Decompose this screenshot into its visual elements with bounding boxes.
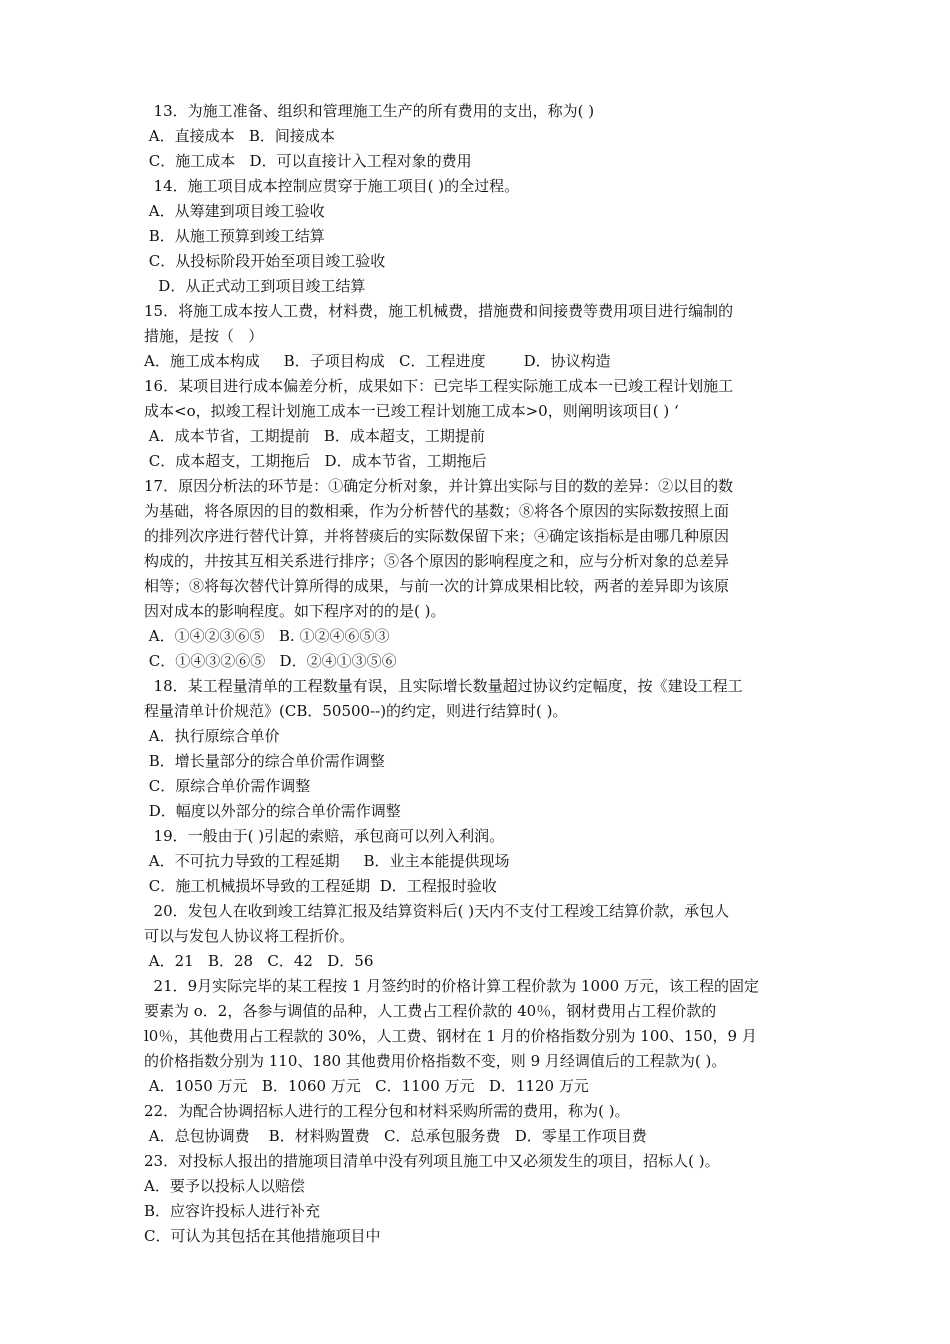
text-line: 因对成本的影响程度。如下程序对的的是( )。 <box>144 602 446 620</box>
text-line: 15．将施工成本按人工费，材料费，施工机械费，措施费和间接费等费用项目进行编制的 <box>144 302 734 320</box>
text-line: 21．9月实际完毕的某工程按 1 月签约时的价格计算工程价款为 1000 万元，该工程的固定 <box>144 977 759 995</box>
text-line: 22．为配合协调招标人进行的工程分包和材料采购所需的费用，称为( )。 <box>144 1102 630 1120</box>
text-line: 要素为 o．2，各参与调值的品种，人工费占工程价款的 40％，钢材费用占工程价款的 <box>144 1002 717 1020</box>
text-line: A．要予以投标人以赔偿 <box>144 1177 305 1195</box>
text-line: 的排列次序进行替代计算，并将替痰后的实际数保留下来；④确定该指标是由哪几种原因 <box>144 527 730 545</box>
text-line: 程量清单计价规范》(CB．50500--)的约定，则进行结算时( )。 <box>144 702 568 720</box>
text-line: C．从投标阶段开始至项目竣工验收 <box>144 252 386 270</box>
text-line: 17．原因分析法的环节是：①确定分析对象，并计算出实际与目的数的差异：②以目的数 <box>144 477 734 495</box>
text-line: C．①④③②⑥⑤ D．②④①③⑤⑥ <box>144 652 397 670</box>
text-line: C．成本超支，工期拖后 D．成本节省，工期拖后 <box>144 452 487 470</box>
text-line: l0％，其他费用占工程款的 30%，人工费、钢材在 1 月的价格指数分别为 100、150，9 月 <box>144 1027 757 1045</box>
text-line: B．增长量部分的综合单价需作调整 <box>144 752 385 770</box>
text-line: D．幅度以外部分的综合单价需作调整 <box>144 802 401 820</box>
text-line: B．应容许投标人进行补充 <box>144 1202 321 1220</box>
text-line: A．施工成本构成 B．子项目构成 C．工程进度 D．协议构造 <box>144 352 611 370</box>
text-line: C．可认为其包括在其他措施项目中 <box>144 1227 381 1245</box>
text-line: 构成的，井按其互相关系进行排序；⑤各个原因的影响程度之和，应与分析对象的总差异 <box>144 552 730 570</box>
text-line: 可以与发包人协议将工程折价。 <box>144 927 355 945</box>
text-line: A．成本节省，工期提前 B．成本超支，工期提前 <box>144 427 485 445</box>
text-line: 相等；⑧将每次替代计算所得的成果，与前一次的计算成果相比较，两者的差异即为该原 <box>144 577 730 595</box>
text-line: A．直接成本 B．间接成本 <box>144 127 335 145</box>
text-line: C．施工成本 D．可以直接计入工程对象的费用 <box>144 152 472 170</box>
text-line: A．1050 万元 B．1060 万元 C．1100 万元 D．1120 万元 <box>144 1077 589 1095</box>
text-line: A．执行原综合单价 <box>144 727 280 745</box>
text-line: A．总包协调费 B．材料购置费 C．总承包服务费 D．零星工作项目费 <box>144 1127 647 1145</box>
text-line: C．施工机械损坏导致的工程延期 D．工程报时验收 <box>144 877 497 895</box>
text-line: A．从筹建到项目竣工验收 <box>144 202 325 220</box>
text-line: C．原综合单价需作调整 <box>144 777 311 795</box>
text-line: 18．某工程量清单的工程数量有误，且实际增长数量超过协议约定幅度，按《建设工程工 <box>144 677 743 695</box>
text-line: A．不可抗力导致的工程延期 B．业主本能提供现场 <box>144 852 510 870</box>
text-line: 19．一般由于( )引起的索赔，承包商可以列入利润。 <box>144 827 505 845</box>
text-line: A．①④②③⑥⑤ B. ①②④⑥⑤③ <box>144 627 390 645</box>
text-line: A．21 B．28 C．42 D．56 <box>144 952 374 970</box>
text-line: B．从施工预算到竣工结算 <box>144 227 325 245</box>
text-line: 13．为施工准备、组织和管理施工生产的所有费用的支出，称为( ) <box>144 102 595 120</box>
text-line: 为基础，将各原因的目的数相乘，作为分析替代的基数；⑧将各个原因的实际数按照上面 <box>144 502 730 520</box>
text-line: 措施，是按（ ） <box>144 327 264 345</box>
text-line: D．从正式动工到项目竣工结算 <box>144 277 366 295</box>
text-line: 23．对投标人报出的措施项目清单中没有列项且施工中又必须发生的项目，招标人( )。 <box>144 1152 720 1170</box>
document-page <box>144 99 812 1249</box>
text-line: 16．某项目进行成本偏差分析，成果如下：已完毕工程实际施工成本一已竣工程计划施工 <box>144 377 734 395</box>
text-line: 20．发包人在收到竣工结算汇报及结算资料后( )天内不支付工程竣工结算价款，承包人 <box>144 902 730 920</box>
text-line: 14．施工项目成本控制应贯穿于施工项目( )的全过程。 <box>144 177 520 195</box>
text-line: 成本<o，拟竣工程计划施工成本一已竣工程计划施工成本>0，则阐明该项目( ) ‘ <box>144 402 679 420</box>
text-line: 的价格指数分别为 110、180 其他费用价格指数不变，则 9 月经调值后的工程款为( )。 <box>144 1052 727 1070</box>
